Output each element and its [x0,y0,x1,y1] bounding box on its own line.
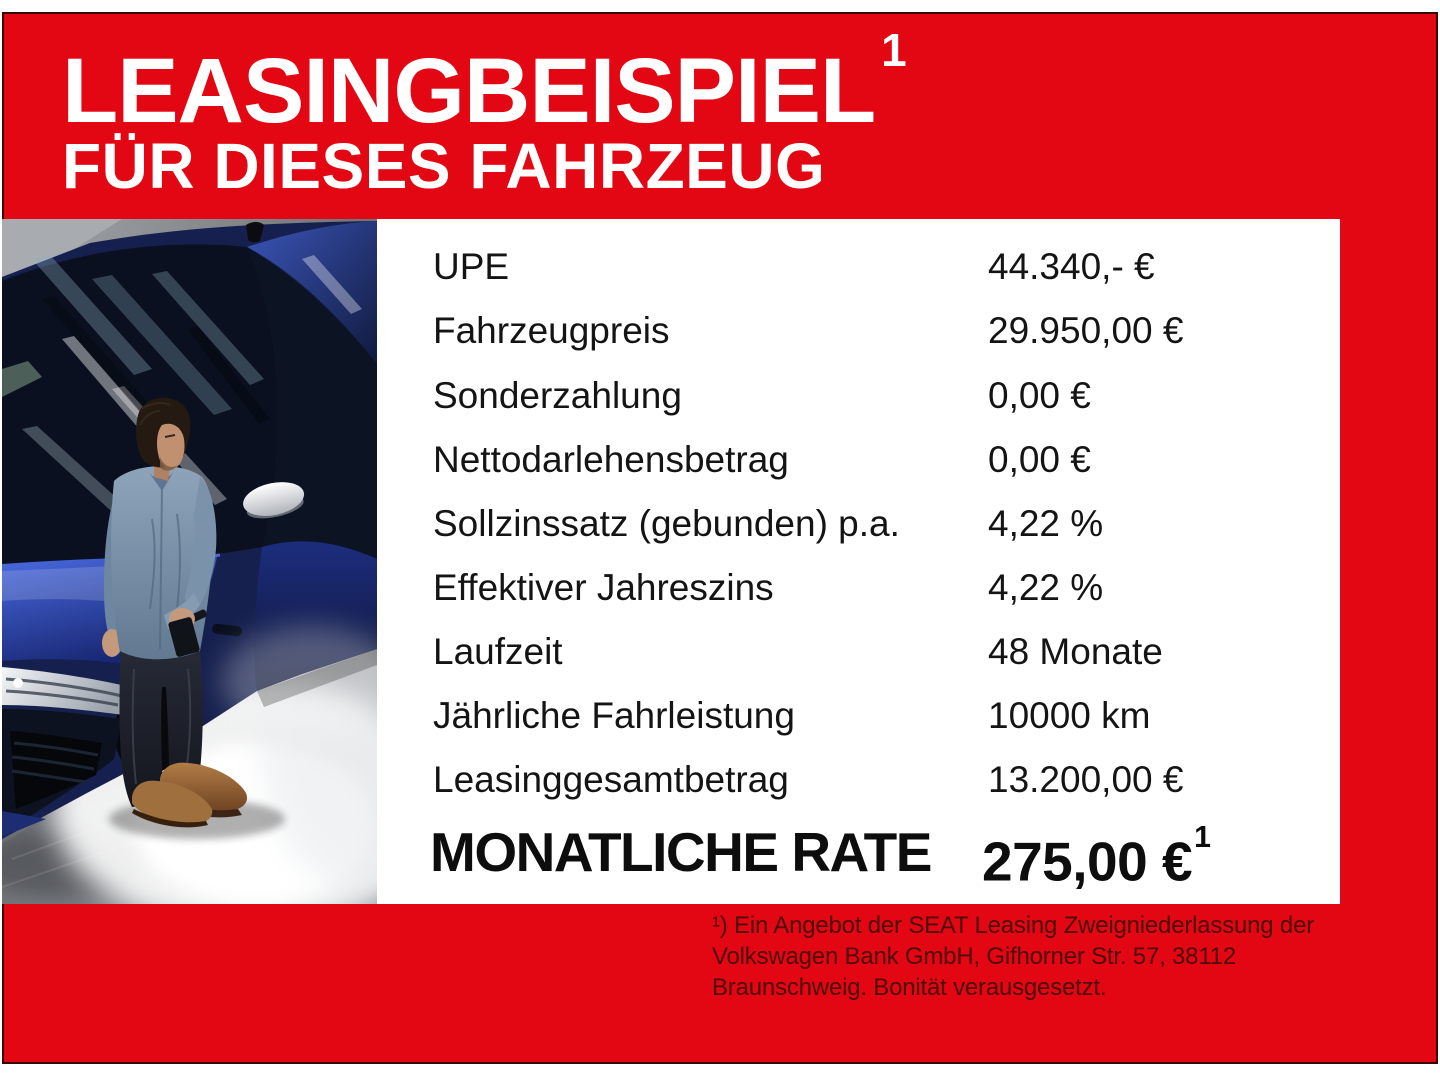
row-label: Fahrzeugpreis [433,310,670,351]
row-label: Nettodarlehensbetrag [433,439,789,480]
table-row [377,245,1340,289]
monthly-rate-label: MONATLICHE RATE [430,821,931,883]
table-row [377,438,1340,482]
table-row [377,630,1340,674]
row-value: 44.340,- € [988,246,1155,287]
row-label: Leasinggesamtbetrag [433,759,789,800]
row-label: UPE [433,246,510,287]
footnote-line: ¹) Ein Angebot der SEAT Leasing Zweigniederlassung der [712,912,1315,939]
table-row [377,309,1340,353]
row-value: 10000 km [988,695,1151,736]
page-title [62,24,906,142]
row-value: 48 Monate [988,631,1163,672]
row-label: Sonderzahlung [433,375,682,416]
footnote-line: Volkswagen Bank GmbH, Gifhorner Str. 57, 38112 [712,943,1236,970]
footnote [712,910,1314,1003]
page-title-footnote-marker: 1 [881,24,906,77]
page-title-text: LEASINGBEISPIEL [62,40,876,142]
leasing-table-panel [377,219,1340,904]
monthly-rate-value: 275,00 €$^1$ [982,821,1211,893]
row-value: 4,22 % [988,503,1104,544]
row-value: 0,00 € [988,375,1091,416]
row-value: 13.200,00 € [988,759,1184,800]
monthly-rate-row [377,821,1340,893]
page-subtitle: FÜR DIESES FAHRZEUG [62,130,826,202]
table-row [377,694,1340,738]
row-label: Jährliche Fahrleistung [433,695,795,736]
table-row [377,758,1340,802]
table-row [377,502,1340,546]
table-row [377,566,1340,610]
vehicle-photo-illustration [2,219,377,904]
row-label: Laufzeit [433,631,563,672]
row-value: 29.950,00 € [988,310,1184,351]
rate-footnote-marker: 1 [1194,821,1211,855]
row-label: Effektiver Jahreszins [433,567,774,608]
row-value: 0,00 € [988,439,1091,480]
row-label: Sollzinssatz (gebunden) p.a. [433,503,900,544]
footnote-line: Braunschweig. Bonität verausgesetzt. [712,974,1107,1001]
table-row [377,374,1340,418]
vehicle-photo [2,219,377,904]
row-value: 4,22 % [988,567,1104,608]
